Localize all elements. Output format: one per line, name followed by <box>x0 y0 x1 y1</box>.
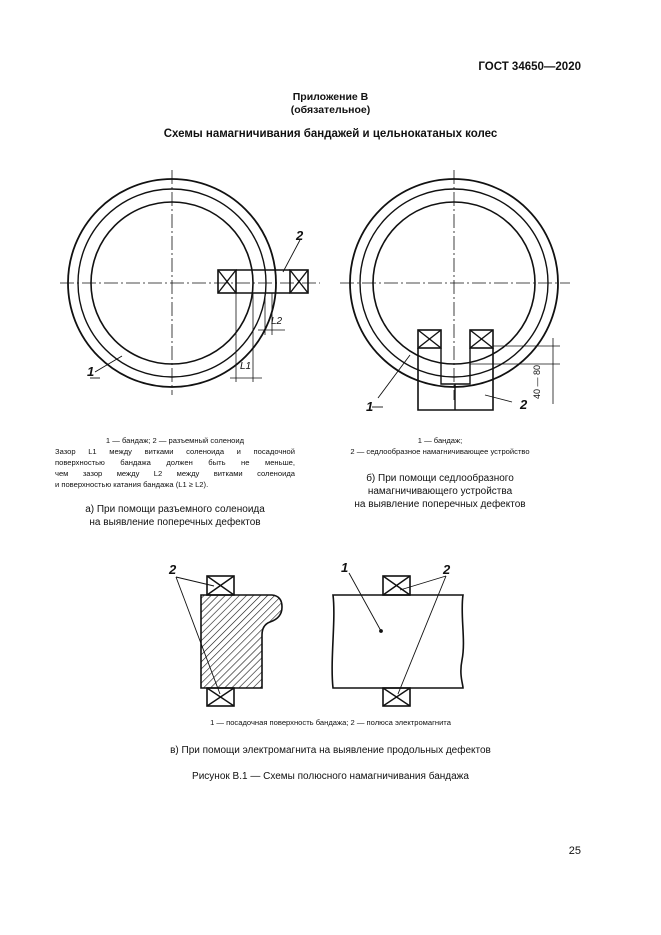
split-solenoid <box>218 270 308 293</box>
fig-b-dim-gap: 40 — 80 <box>532 364 542 399</box>
saddle-magnetizer <box>418 330 493 410</box>
fig-a-label-2: 2 <box>296 228 304 243</box>
fig-b-caption-line: намагничивающего устройства <box>367 486 513 497</box>
electromagnet-pole-top <box>383 576 410 595</box>
document-code: ГОСТ 34650—2020 <box>478 61 581 73</box>
fig-c-caption: в) При помощи электромагнита на выявление продольных дефектов <box>170 745 491 756</box>
tire-cross-section <box>201 595 282 688</box>
fig-b-legend <box>320 435 560 457</box>
fig-a-legend: 1 — бандаж; 2 — разъемный соленоид <box>105 436 245 445</box>
fig-a-dim-l2: L2 <box>271 316 283 327</box>
fig-a-caption <box>55 503 295 529</box>
fig-c-legend: 1 — посадочная поверхность бандажа; 2 — полюса электромагнита <box>210 718 451 727</box>
fig-b-label-2: 2 <box>520 397 528 412</box>
fig-a-caption-line: на выявление поперечных дефектов <box>89 517 261 528</box>
figure-caption: Рисунок В.1 — Схемы полюсного намагничивания бандажа <box>192 771 469 782</box>
figure-c-right-drawing <box>332 573 463 706</box>
appendix-status: (обязательное) <box>290 104 371 116</box>
section-title: Схемы намагничивания бандажей и цельнокатаных колес <box>163 128 498 140</box>
fig-b-legend-line: 1 — бандаж; <box>417 436 463 445</box>
fig-c-label-2-left: 2 <box>169 562 177 577</box>
fig-b-caption-line: на выявление поперечных дефектов <box>354 499 526 510</box>
fig-c-label-1: 1 <box>341 560 349 575</box>
fig-b-caption-line: б) При помощи седлообразного <box>366 473 514 484</box>
figure-a-drawing <box>60 170 320 395</box>
fig-a-legend-block <box>55 435 295 490</box>
fig-b-legend-line: 2 — седлообразное намагничивающее устройство <box>350 447 530 456</box>
fig-a-note-line: Зазор L1 между витками соленоида и посадочной <box>55 447 295 456</box>
electromagnet-pole-bottom <box>383 688 410 706</box>
fig-a-note-line: чем зазор между L2 между витками соленоида <box>55 469 295 478</box>
fig-b-caption <box>320 472 560 511</box>
page-number: 25 <box>568 845 581 857</box>
fig-a-note-line: и поверхностью катания бандажа (L1 ≥ L2). <box>55 480 209 489</box>
fig-a-label-1: 1 <box>87 364 95 379</box>
fig-a-caption-line: а) При помощи разъемного соленоида <box>85 504 265 515</box>
fig-b-label-1: 1 <box>366 399 374 414</box>
fig-c-label-2-right: 2 <box>443 562 451 577</box>
figure-c-left-drawing <box>176 576 282 706</box>
appendix-title: Приложение В <box>292 91 369 103</box>
fig-a-dim-l1: L1 <box>240 361 252 372</box>
electromagnet-pole-bottom <box>207 688 234 706</box>
seat-surface-section <box>332 595 463 688</box>
fig-a-note-line: поверхностью бандажа должен быть не меньше, <box>55 458 295 467</box>
